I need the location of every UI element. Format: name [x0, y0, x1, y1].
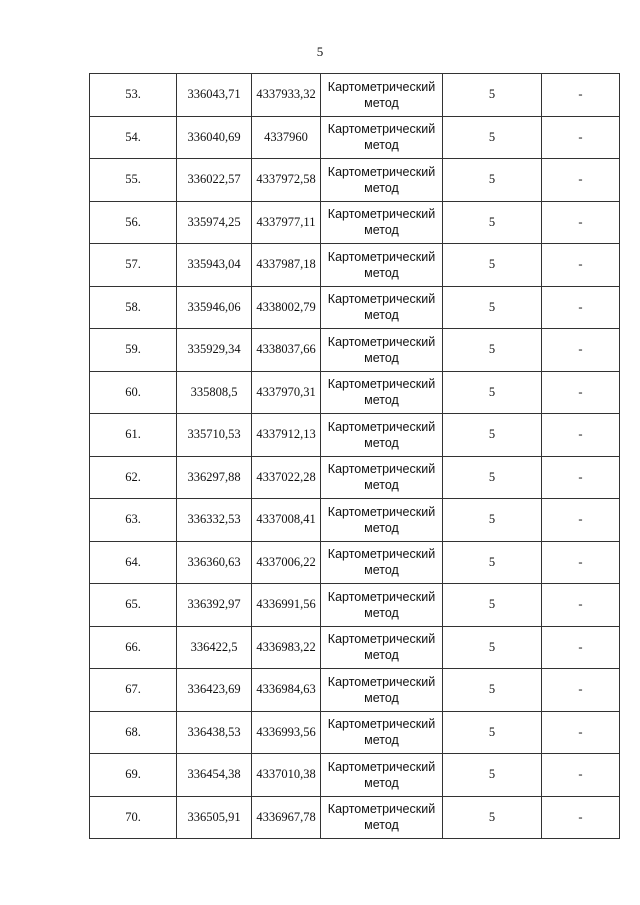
- point-number-cell: 59.: [90, 329, 177, 372]
- point-number-cell: 56.: [90, 201, 177, 244]
- y-coordinate-cell: 4337912,13: [252, 414, 321, 457]
- accuracy-cell: 5: [443, 796, 542, 839]
- x-coordinate-cell: 336022,57: [177, 159, 252, 202]
- y-coordinate-cell: 4336991,56: [252, 584, 321, 627]
- table-row: [90, 414, 620, 457]
- table-row: [90, 796, 620, 839]
- table-row: [90, 456, 620, 499]
- note-cell: -: [542, 244, 620, 287]
- note-cell: -: [542, 456, 620, 499]
- y-coordinate-cell: 4338002,79: [252, 286, 321, 329]
- point-number-cell: 68.: [90, 711, 177, 754]
- method-cell: Картометрический метод: [321, 669, 443, 712]
- coordinates-table: [89, 73, 620, 839]
- x-coordinate-cell: 335946,06: [177, 286, 252, 329]
- note-cell: -: [542, 159, 620, 202]
- point-number-cell: 65.: [90, 584, 177, 627]
- method-cell: Картометрический метод: [321, 159, 443, 202]
- table-row: [90, 541, 620, 584]
- note-cell: -: [542, 371, 620, 414]
- table-row: [90, 626, 620, 669]
- note-cell: -: [542, 541, 620, 584]
- y-coordinate-cell: 4337006,22: [252, 541, 321, 584]
- x-coordinate-cell: 336422,5: [177, 626, 252, 669]
- method-cell: Картометрический метод: [321, 754, 443, 797]
- x-coordinate-cell: 336392,97: [177, 584, 252, 627]
- table-row: [90, 329, 620, 372]
- x-coordinate-cell: 335808,5: [177, 371, 252, 414]
- accuracy-cell: 5: [443, 456, 542, 499]
- table-row: [90, 159, 620, 202]
- table-row: [90, 74, 620, 117]
- note-cell: -: [542, 754, 620, 797]
- method-cell: Картометрический метод: [321, 74, 443, 117]
- point-number-cell: 61.: [90, 414, 177, 457]
- y-coordinate-cell: 4337022,28: [252, 456, 321, 499]
- note-cell: -: [542, 116, 620, 159]
- x-coordinate-cell: 336438,53: [177, 711, 252, 754]
- x-coordinate-cell: 335710,53: [177, 414, 252, 457]
- note-cell: -: [542, 626, 620, 669]
- note-cell: -: [542, 414, 620, 457]
- accuracy-cell: 5: [443, 626, 542, 669]
- note-cell: -: [542, 584, 620, 627]
- x-coordinate-cell: 335929,34: [177, 329, 252, 372]
- y-coordinate-cell: 4337987,18: [252, 244, 321, 287]
- y-coordinate-cell: 4336984,63: [252, 669, 321, 712]
- table-row: [90, 201, 620, 244]
- method-cell: Картометрический метод: [321, 244, 443, 287]
- point-number-cell: 70.: [90, 796, 177, 839]
- table-row: [90, 244, 620, 287]
- accuracy-cell: 5: [443, 499, 542, 542]
- note-cell: -: [542, 796, 620, 839]
- accuracy-cell: 5: [443, 414, 542, 457]
- point-number-cell: 58.: [90, 286, 177, 329]
- accuracy-cell: 5: [443, 711, 542, 754]
- accuracy-cell: 5: [443, 74, 542, 117]
- table-row: [90, 584, 620, 627]
- y-coordinate-cell: 4337008,41: [252, 499, 321, 542]
- x-coordinate-cell: 336423,69: [177, 669, 252, 712]
- note-cell: -: [542, 329, 620, 372]
- accuracy-cell: 5: [443, 371, 542, 414]
- y-coordinate-cell: 4337977,11: [252, 201, 321, 244]
- method-cell: Картометрический метод: [321, 626, 443, 669]
- note-cell: -: [542, 711, 620, 754]
- y-coordinate-cell: 4336983,22: [252, 626, 321, 669]
- y-coordinate-cell: 4337933,32: [252, 74, 321, 117]
- coordinates-table-body: [90, 74, 620, 839]
- accuracy-cell: 5: [443, 754, 542, 797]
- y-coordinate-cell: 4337010,38: [252, 754, 321, 797]
- x-coordinate-cell: 335974,25: [177, 201, 252, 244]
- point-number-cell: 57.: [90, 244, 177, 287]
- y-coordinate-cell: 4336967,78: [252, 796, 321, 839]
- x-coordinate-cell: 336297,88: [177, 456, 252, 499]
- y-coordinate-cell: 4336993,56: [252, 711, 321, 754]
- note-cell: -: [542, 74, 620, 117]
- accuracy-cell: 5: [443, 201, 542, 244]
- point-number-cell: 69.: [90, 754, 177, 797]
- table-row: [90, 754, 620, 797]
- y-coordinate-cell: 4337960: [252, 116, 321, 159]
- method-cell: Картометрический метод: [321, 286, 443, 329]
- method-cell: Картометрический метод: [321, 541, 443, 584]
- point-number-cell: 54.: [90, 116, 177, 159]
- method-cell: Картометрический метод: [321, 201, 443, 244]
- x-coordinate-cell: 336043,71: [177, 74, 252, 117]
- method-cell: Картометрический метод: [321, 414, 443, 457]
- x-coordinate-cell: 335943,04: [177, 244, 252, 287]
- method-cell: Картометрический метод: [321, 116, 443, 159]
- table-row: [90, 499, 620, 542]
- method-cell: Картометрический метод: [321, 796, 443, 839]
- table-row: [90, 286, 620, 329]
- accuracy-cell: 5: [443, 669, 542, 712]
- x-coordinate-cell: 336360,63: [177, 541, 252, 584]
- table-row: [90, 371, 620, 414]
- method-cell: Картометрический метод: [321, 711, 443, 754]
- point-number-cell: 62.: [90, 456, 177, 499]
- method-cell: Картометрический метод: [321, 371, 443, 414]
- point-number-cell: 55.: [90, 159, 177, 202]
- accuracy-cell: 5: [443, 584, 542, 627]
- y-coordinate-cell: 4337972,58: [252, 159, 321, 202]
- point-number-cell: 63.: [90, 499, 177, 542]
- table-row: [90, 669, 620, 712]
- method-cell: Картометрический метод: [321, 499, 443, 542]
- method-cell: Картометрический метод: [321, 329, 443, 372]
- point-number-cell: 60.: [90, 371, 177, 414]
- accuracy-cell: 5: [443, 286, 542, 329]
- accuracy-cell: 5: [443, 159, 542, 202]
- accuracy-cell: 5: [443, 116, 542, 159]
- method-cell: Картометрический метод: [321, 456, 443, 499]
- y-coordinate-cell: 4338037,66: [252, 329, 321, 372]
- y-coordinate-cell: 4337970,31: [252, 371, 321, 414]
- x-coordinate-cell: 336505,91: [177, 796, 252, 839]
- table-row: [90, 711, 620, 754]
- point-number-cell: 53.: [90, 74, 177, 117]
- point-number-cell: 64.: [90, 541, 177, 584]
- page-number: 5: [316, 44, 324, 59]
- note-cell: -: [542, 669, 620, 712]
- accuracy-cell: 5: [443, 541, 542, 584]
- point-number-cell: 66.: [90, 626, 177, 669]
- note-cell: -: [542, 286, 620, 329]
- x-coordinate-cell: 336454,38: [177, 754, 252, 797]
- note-cell: -: [542, 201, 620, 244]
- accuracy-cell: 5: [443, 329, 542, 372]
- note-cell: -: [542, 499, 620, 542]
- accuracy-cell: 5: [443, 244, 542, 287]
- method-cell: Картометрический метод: [321, 584, 443, 627]
- table-row: [90, 116, 620, 159]
- x-coordinate-cell: 336040,69: [177, 116, 252, 159]
- x-coordinate-cell: 336332,53: [177, 499, 252, 542]
- point-number-cell: 67.: [90, 669, 177, 712]
